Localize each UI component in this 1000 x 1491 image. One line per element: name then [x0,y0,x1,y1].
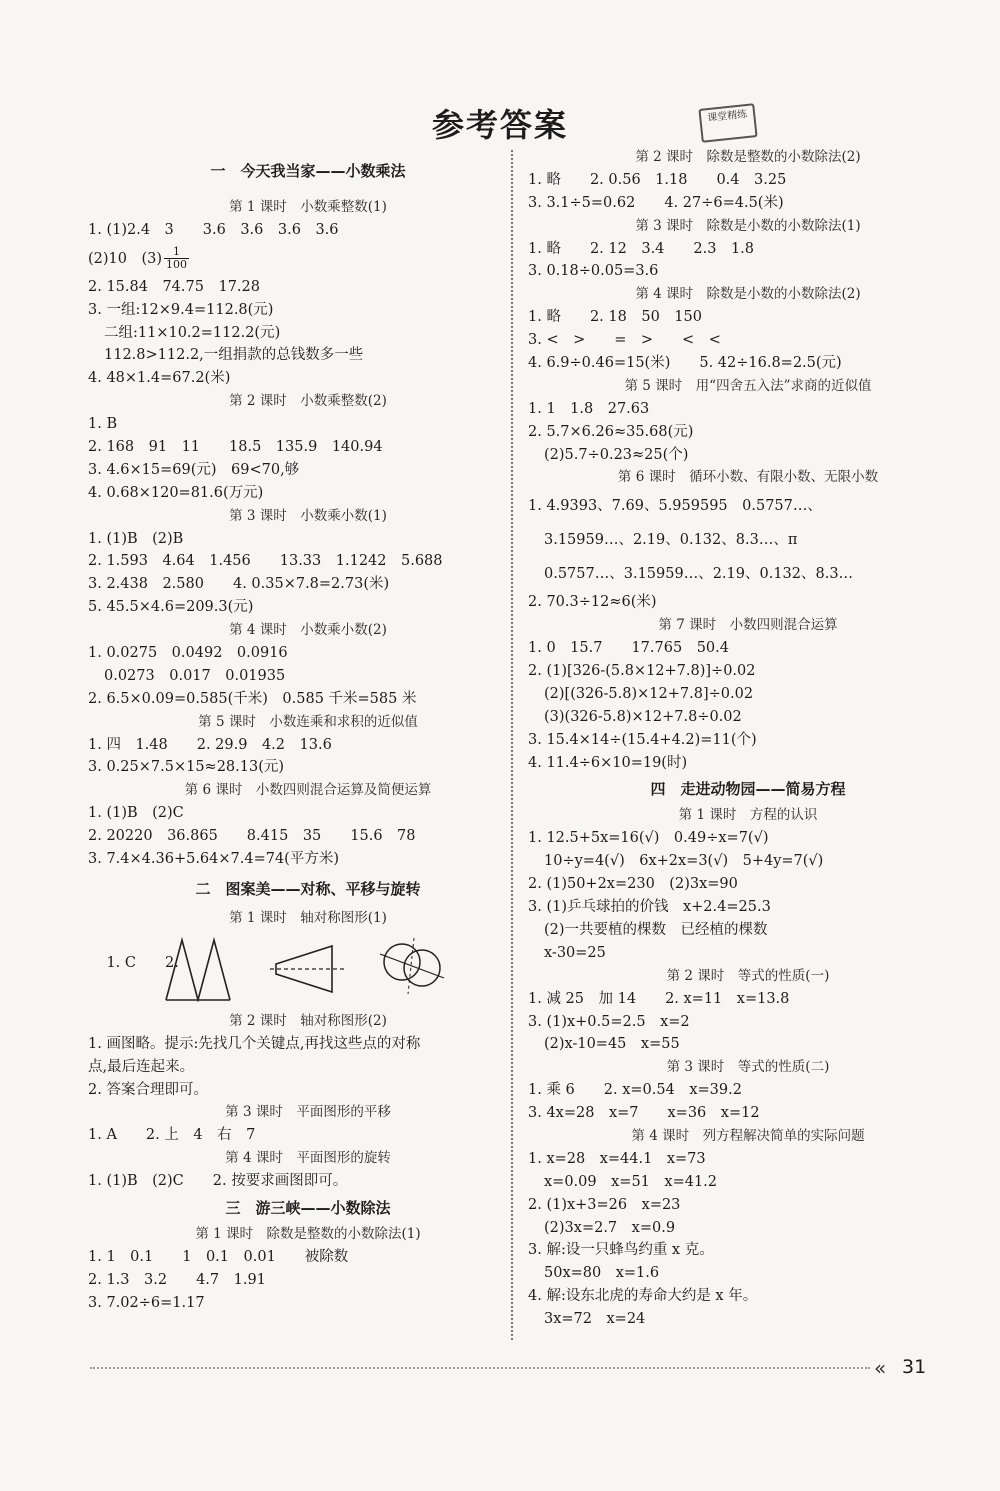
lesson-heading: 第 2 课时 等式的性质(一) [666,967,830,984]
lesson-heading: 第 4 课时 列方程解决简单的实际问题 [631,1127,865,1144]
lesson-heading: 第 1 课时 除数是整数的小数除法(1) [195,1225,421,1242]
lesson-heading: 第 5 课时 用“四舍五入法”求商的近似值 [624,377,872,394]
answer-line: 0.0273 0.017 0.01935 [104,667,286,684]
answer-line: 1. (1)B (2)C [88,805,184,822]
answer-line: 4. 48×1.4=67.2(米) [88,370,231,387]
answer-line: 1. x=28 x=44.1 x=73 [528,1150,706,1167]
answer-line: 1. 0.0275 0.0492 0.0916 [88,645,288,662]
answer-line: 1. 减 25 加 14 2. x=11 x=13.8 [528,990,790,1007]
answer-line: 5. 45.5×4.6=209.3(元) [88,599,254,616]
unit-heading: 一 今天我当家——小数乘法 [210,162,406,180]
two-circles-figure [378,934,448,996]
lesson-heading: 第 3 课时 小数乘小数(1) [229,507,387,524]
answer-line: 1. (1)B (2)B [88,530,184,547]
lesson-heading: 第 1 课时 小数乘整数(1) [229,199,387,215]
answer-line: 1. 4.9393、7.69、5.959595 0.5757…、 [528,498,822,515]
answer-line: 1. 1 1.8 27.63 [528,400,650,417]
answer-line: (3)(326-5.8)×12+7.8÷0.02 [544,708,742,725]
answer-line: 2. 6.5×0.09=0.585(千米) 0.585 千米=585 米 [88,690,417,707]
answer-line: 3. 0.25×7.5×15≈28.13(元) [88,759,285,776]
answer-line: 1. 0 15.7 17.765 50.4 [528,640,729,657]
answer-line: 点,最后连起来。 [88,1058,195,1075]
trapezoid-figure [270,944,348,994]
fraction-numerator: 1 [164,246,189,259]
answer-line: 2. 168 91 11 18.5 135.9 140.94 [88,439,383,456]
unit-heading: 三 游三峡——小数除法 [225,1198,391,1217]
answer-line: 1. 画图略。提示:先找几个关键点,再找这些点的对称 [88,1035,421,1052]
lesson-heading: 第 1 课时 轴对称图形(1) [229,909,387,926]
answer-line: 3. 7.4×4.36+5.64×7.4=74(平方米) [88,851,339,868]
answer-line: 2. 1.3 3.2 4.7 1.91 [88,1271,266,1288]
lesson-heading: 第 3 课时 平面图形的平移 [225,1104,391,1121]
answer-line: 2. 答案合理即可。 [88,1081,208,1098]
answer-line: (2)x-10=45 x=55 [544,1036,680,1053]
answer-line: 3. (1)乒乓球拍的价钱 x+2.4=25.3 [528,899,771,916]
fraction [164,246,189,271]
unit-heading: 四 走进动物园——简易方程 [650,780,846,799]
answer-line: 1. A 2. 上 4 右 7 [88,1127,256,1144]
answer-line: 3. 4x=28 x=7 x=36 x=12 [528,1105,760,1122]
answer-line: 3. (1)x+0.5=2.5 x=2 [528,1013,690,1030]
answer-line: 4. 11.4÷6×10=19(时) [528,754,688,771]
answer-line: 二组:11×10.2=112.2(元) [104,324,281,341]
answer-line: 2. 15.84 74.75 17.28 [88,278,260,295]
answer-line: (2)[(326-5.8)×12+7.8]÷0.02 [544,685,754,702]
answer-line: 2. 70.3÷12≈6(米) [528,594,657,611]
lesson-heading: 第 3 课时 除数是小数的小数除法(1) [635,217,861,234]
lesson-heading: 第 2 课时 轴对称图形(2) [229,1012,387,1029]
figure-row [88,930,528,1010]
answer-line: 0.5757…、3.15959…、2.19、0.132、8.3… [544,566,854,583]
right-column [528,146,968,1331]
unit-heading: 二 图案美——对称、平移与旋转 [195,879,421,898]
answer-text: (2)10 (3) [88,250,163,267]
answer-line: 2. 1.593 4.64 1.456 13.33 1.1242 5.688 [88,553,443,570]
answer-line: 1. B [88,416,118,433]
answer-line: 1. 1 0.1 1 0.1 0.01 被除数 [88,1248,349,1265]
answer-line: 3. 15.4×14÷(15.4+4.2)=11(个) [528,731,757,748]
answer-line: x=0.09 x=51 x=41.2 [544,1173,718,1190]
lesson-heading: 第 4 课时 小数乘小数(2) [229,622,387,639]
page-number: 31 [902,1356,927,1378]
answer-line: (2)5.7÷0.23≈25(个) [544,446,689,463]
answer-line: 2. 20220 36.865 8.415 35 15.6 78 [88,828,416,845]
answer-line: 3.15959…、2.19、0.132、8.3…、π [544,532,798,549]
answer-line: 2. (1)x+3=26 x=23 [528,1196,681,1213]
answer-line: 10÷y=4(√) 6x+2x=3(√) 5+4y=7(√) [544,853,824,870]
answer-line: 3. 4.6×15=69(元) 69<70,够 [88,461,300,478]
lesson-heading: 第 2 课时 除数是整数的小数除法(2) [635,149,861,165]
answer-line: 3. < > = > < < [528,332,721,349]
lesson-heading: 第 7 课时 小数四则混合运算 [658,617,838,634]
answer-line: 1. 略 2. 12 3.4 2.3 1.8 [528,240,755,257]
stamp-logo: 课堂精练 [698,103,757,143]
page-title: 参考答案 [431,106,568,144]
lesson-heading: 第 6 课时 循环小数、有限小数、无限小数 [617,469,879,486]
answer-line: 2. (1)50+2x=230 (2)3x=90 [528,876,738,893]
footer-dotted-line [90,1367,870,1369]
answer-line: 1. 12.5+5x=16(√) 0.49÷x=7(√) [528,830,769,847]
lesson-heading: 第 4 课时 除数是小数的小数除法(2) [635,286,861,303]
double-triangle-figure [164,936,232,1002]
double-chevron-left-icon: « [874,1356,887,1380]
answer-line: 4. 解:设东北虎的寿命大约是 x 年。 [528,1288,758,1305]
answer-line: 4. 0.68×120=81.6(万元) [88,484,264,501]
answer-line-fraction [88,242,528,276]
answer-line: 3. 解:设一只蜂鸟约重 x 克。 [528,1242,714,1259]
answer-line: 3x=72 x=24 [544,1311,646,1328]
answer-line: 1. 略 2. 18 50 150 [528,309,702,326]
answer-line: 2. (1)[326-(5.8×12+7.8)]÷0.02 [528,663,756,680]
answer-text: 1. C 2. [106,954,179,971]
answer-line: 2. 5.7×6.26≈35.68(元) [528,423,694,440]
answer-line: 1. 乘 6 2. x=0.54 x=39.2 [528,1082,742,1099]
answer-line: 3. 0.18÷0.05=3.6 [528,263,659,280]
answer-line: 112.8>112.2,一组捐款的总钱数多一些 [104,347,364,364]
answer-line: 3. 7.02÷6=1.17 [88,1294,205,1311]
answer-line: 3. 3.1÷5=0.62 4. 27÷6=4.5(米) [528,194,784,211]
lesson-heading: 第 5 课时 小数连乘和求积的近似值 [198,713,418,730]
answer-line: 1. (1)B (2)C 2. 按要求画图即可。 [88,1173,348,1190]
answer-line: x-30=25 [544,944,606,961]
answer-line: 50x=80 x=1.6 [544,1265,660,1282]
left-column [88,146,528,1315]
fraction-denominator: 100 [166,258,188,272]
answer-line: 4. 6.9÷0.46=15(米) 5. 42÷16.8=2.5(元) [528,355,842,372]
answer-line: 1. 略 2. 0.56 1.18 0.4 3.25 [528,171,787,188]
answer-line: (2)3x=2.7 x=0.9 [544,1219,676,1236]
answer-line: 1. (1)2.4 3 3.6 3.6 3.6 3.6 [88,221,339,238]
lesson-heading: 第 6 课时 小数四则混合运算及简便运算 [184,782,432,799]
answer-line: 3. 一组:12×9.4=112.8(元) [88,301,274,318]
lesson-heading: 第 3 课时 等式的性质(二) [666,1059,830,1076]
answer-line: (2)一共要植的棵数 已经植的棵数 [544,921,768,938]
lesson-heading: 第 4 课时 平面图形的旋转 [225,1150,391,1167]
lesson-heading: 第 2 课时 小数乘整数(2) [229,393,387,410]
answer-line: 1. 四 1.48 2. 29.9 4.2 13.6 [88,736,332,753]
lesson-heading: 第 1 课时 方程的认识 [678,807,818,824]
answer-line: 3. 2.438 2.580 4. 0.35×7.8=2.73(米) [88,576,390,593]
